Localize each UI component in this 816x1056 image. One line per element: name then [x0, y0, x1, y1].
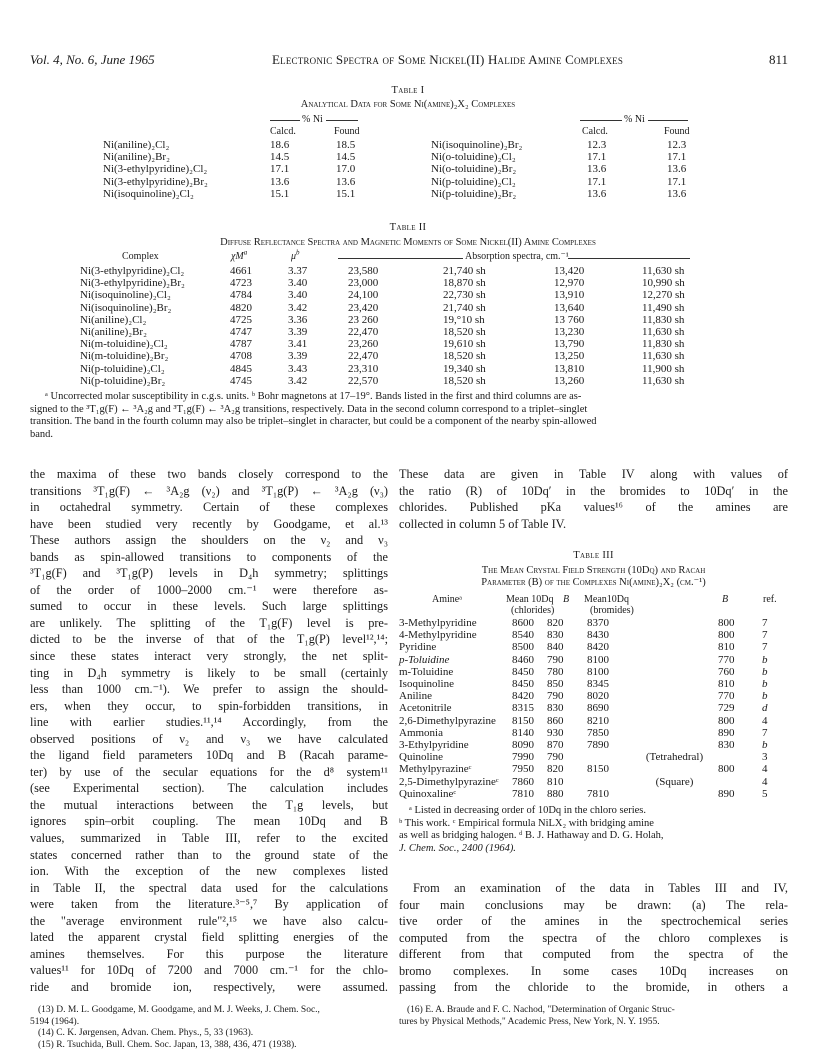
table1-left: [103, 139, 355, 200]
right-column-intro: These data are given in Table IV along with values of the ratio (R) of 10Dq′ in the bromides to 10Dq′ in the chlorides. Published pKa values¹⁶ of the amines are collected in column 5 of Table IV.: [399, 467, 788, 531]
table2-mu-header: $\mu^b$: [291, 248, 300, 262]
table-row: Ni(p-toluidine)₂Cl₂ 17.1 17.1: [431, 175, 687, 188]
table3: [399, 617, 768, 800]
table-row: Ni(p-toluidine)₂Br₂ 13.6 13.6: [431, 187, 687, 200]
table-row: Ammonia 8140 930 7850 890 7: [399, 726, 768, 739]
right-footnotes: (16) E. A. Braude and F. C. Nachod, "Determination of Organic Struc- tures by Physical Methods," Academic Press, New York, N. Y. 1955.: [399, 1005, 675, 1027]
table-row: Isoquinoline 8450 850 8345 810 b: [399, 678, 768, 691]
table-row: Ni(aniline)₂Br₂ 14.5 14.5: [103, 151, 356, 164]
table-row: Ni(o-toluidine)₂Cl₂ 17.1 17.1: [431, 151, 687, 164]
table3-label: Table III: [573, 550, 614, 561]
table-row: Ni(isoquinoline)₂Cl₂ 15.1 15.1: [103, 187, 356, 200]
table1-right: [431, 139, 686, 200]
table-row: Ni(aniline)₂Br₂ 4747 3.39 22,470 18,520 sh 13,230 11,630 sh: [80, 326, 685, 339]
table-row: 2,6-Dimethylpyrazine 8150 860 8210 800 4: [399, 714, 768, 727]
table-row: Pyridine 8500 840 8420 810 7: [399, 641, 768, 654]
table2-caption: Diffuse Reflectance Spectra and Magnetic Moments of Some Nickel(II) Amine Complexes: [220, 237, 596, 248]
table-row: 3-Methylpyridine 8600 820 8370 800 7: [399, 617, 768, 629]
table1-caption: Analytical Data for Some Ni(amine)₂X₂ Complexes: [300, 99, 516, 110]
table-row: Ni(3-ethylpyridine)₂Cl₂ 4661 3.37 23,580 21,740 sh 13,420 11,630 sh: [80, 265, 685, 277]
table3-mean-bromide-header: Mean10Dq: [584, 594, 629, 605]
table-row: p-Toluidine 8460 790 8100 770 b: [399, 653, 768, 666]
table-row: 2,5-Dimethylpyrazineᶜ 7860 810 (Square) 4: [399, 775, 768, 788]
table-row: Aniline 8420 790 8020 770 b: [399, 690, 768, 703]
table-row: Acetonitrile 8315 830 8690 729 d: [399, 702, 768, 715]
journal-citation: Vol. 4, No. 6, June 1965: [30, 52, 155, 67]
table2-chi-header: $\chi M^a$: [231, 248, 248, 262]
table-row: Ni(isoquinoline)₂Br₂ 12.3 12.3: [431, 139, 687, 151]
table3-bromides-subheader: (bromides): [590, 605, 634, 616]
table2-footnote: ᵃ Uncorrected molar susceptibility in c.g.s. units. ᵇ Bohr magnetons at 17–19°. Bands listed in the first and third columns are as- signed to the ³T₁g(F) ← ³A₂g and ³T₁g(F) ← ³A₂g transitions, respectively. Data in the second column correspond to a triplet–singlet transition. The band in the fourth column may also be triplet–singlet in character, but could be a component of the nearby spin-allowed band.: [30, 391, 597, 440]
table-row: Ni(p-toluidine)₂Cl₂ 4845 3.43 23,310 19,340 sh 13,810 11,900 sh: [80, 362, 685, 375]
table1-found-header-right: Found: [664, 126, 690, 137]
table1-calcd-header-right: Calcd.: [582, 126, 608, 137]
table-row: Ni(aniline)₂Cl₂ 4725 3.36 23 260 19,°10 sh 13 760 11,830 sh: [80, 313, 685, 326]
table1-left-group-header: % Ni: [270, 114, 358, 124]
table-row: Ni(m-toluidine)₂Cl₂ 4787 3.41 23,260 19,610 sh 13,790 11,830 sh: [80, 338, 685, 351]
table1-calcd-header-left: Calcd.: [270, 126, 296, 137]
right-column-body: From an examination of the data in Tables III and IV, four main conclusions may be drawn: (a) The rela- tive order of the amines in the spectrochemical series computed from the spectra of the chloro complexes is different from that computed from the spectra of the bromo complexes. In some cases 10Dq increases on passing from the chloride to the bromide, in others a: [399, 881, 788, 995]
table-row: Ni(p-toluidine)₂Br₂ 4745 3.42 22,570 18,520 sh 13,260 11,630 sh: [80, 374, 685, 387]
table-row: 3-Ethylpyridine 8090 870 7890 830 b: [399, 739, 768, 752]
table3-caption: The Mean Crystal Field Strength (10Dq) and Racah Parameter (B) of the Complexes Ni(amine)₂X₂ (cm.⁻¹): [481, 565, 706, 588]
table-row: Ni(3-ethylpyridine)₂Br₂ 13.6 13.6: [103, 175, 356, 188]
table-row: m-Toluidine 8450 780 8100 760 b: [399, 665, 768, 678]
table-row: Ni(3-ethylpyridine)₂Br₂ 4723 3.40 23,000 18,870 sh 12,970 10,990 sh: [80, 277, 685, 290]
left-column-body: the maxima of these two bands closely correspond to the transitions ³T₁g(F) ← ³A₂g (ν₂) and ³T₁g(P) ← ³A₂g (ν₃) in octahedral symmetry. Certain of these complexes have been studied very recently by Goodgame, et al.¹³ These authors assign the shoulders on the ν₂ and ν₃ bands as spin-allowed transitions to components of the ³T₁g(F) and ³T₁g(P) levels in D₄h symmetry; splittings of the order of 1000–2000 cm.⁻¹ were therefore as- sumed to occur in these levels. Such large splittings are unlikely. The splitting of the T₁g(F) level is pre- dicted to be the inverse of that of the T₁g(P) level¹²,¹⁴; since these states interact very strongly, the net split- ting in D₄h symmetry is likely to be small (certainly less than 1000 cm.⁻¹). We prefer to assign the should- ers, when they occur, to spin-forbidden transitions, in line with earlier studies.¹¹,¹⁴ Accordingly, from the observed positions of ν₂ and ν₃ we have calculated the ligand field parameters 10Dq and B (Racah parame- ter) by use of the secular equations for the d⁸ system¹¹ (see Experimental section). The calculation includes the mutual interactions between the T₁g levels, but ignores spin–orbit coupling. The mean 10Dq and B values, summarized in Table III, refer to the excited states concerned rather than to the ground state of the ion. With the exception of the new complexes listed in Table II, the spectral data used for the calculations were taken from the literature.³⁻⁵,⁷ By application of the "average environment rule"²,¹⁵ we have also calcu- lated the apparent crystal field splitting energies of the amines themselves. For this purpose the literature values¹¹ for 10Dq of 7200 and 7000 cm.⁻¹ for the chlo- ride and bromide ion, respectively, were assumed.: [30, 467, 388, 994]
table-row: Ni(aniline)₂Cl₂ 18.6 18.5: [103, 139, 356, 151]
running-header: [30, 52, 788, 70]
table1-right-group-header: % Ni: [580, 114, 688, 124]
table3-b-bromide-header: B: [722, 594, 729, 605]
table-row: Ni(m-toluidine)₂Br₂ 4708 3.39 22,470 18,520 sh 13,250 11,630 sh: [80, 350, 685, 363]
table-row: 4-Methylpyridine 8540 830 8430 800 7: [399, 629, 768, 642]
table-row: Ni(isoquinoline)₂Br₂ 4820 3.42 23,420 21,740 sh 13,640 11,490 sh: [80, 301, 685, 314]
table3-b-chloride-header: B: [563, 594, 570, 605]
table3-amine-header: Amineᵃ: [432, 594, 462, 605]
table2: [80, 265, 685, 387]
table-row: Quinoxalineᶜ 7810 880 7810 890 5: [399, 787, 768, 800]
table3-chlorides-subheader: (chlorides): [511, 605, 555, 616]
table3-ref-header: ref.: [763, 594, 777, 605]
table3-mean-chloride-header: Mean 10Dq: [506, 594, 554, 605]
table-row: Methylpyrazineᶜ 7950 820 8150 800 4: [399, 763, 768, 776]
table-row: Ni(o-toluidine)₂Br₂ 13.6 13.6: [431, 163, 687, 176]
table2-complex-header: Complex: [122, 251, 159, 262]
left-footnotes: (13) D. M. L. Goodgame, M. Goodgame, and M. J. Weeks, J. Chem. Soc., 5194 (1964). (14) C. K. Jørgensen, Advan. Chem. Phys., 5, 33 (1963). (15) R. Tsuchida, Bull. Chem. Soc. Japan, 13, 388, 436, 471 (1938).: [30, 1005, 320, 1050]
table-row: Quinoline 7990 790 (Tetrahedral) 3: [399, 751, 768, 764]
table-row: Ni(3-ethylpyridine)₂Cl₂ 17.1 17.0: [103, 163, 356, 176]
table1-label: Table I: [391, 85, 425, 96]
article-title: Electronic Spectra of Some Nickel(II) Halide Amine Complexes: [272, 52, 624, 67]
table1-found-header-left: Found: [334, 126, 360, 137]
table3-footnote: ᵃ Listed in decreasing order of 10Dq in the chloro series. ᵇ This work. ᶜ Empirical formula NiLX₂ with bridging amine as well as bridging halogen. ᵈ B. J. Hathaway and D. G. Holah, J. Chem. Soc., 2400 (1964).: [399, 805, 664, 854]
table2-absorption-header: Absorption spectra, cm.⁻¹: [465, 251, 569, 262]
table2-label: Table II: [389, 222, 427, 233]
page-number: 811: [768, 52, 788, 67]
table-row: Ni(isoquinoline)₂Cl₂ 4784 3.40 24,100 22,730 sh 13,910 12,270 sh: [80, 289, 685, 302]
